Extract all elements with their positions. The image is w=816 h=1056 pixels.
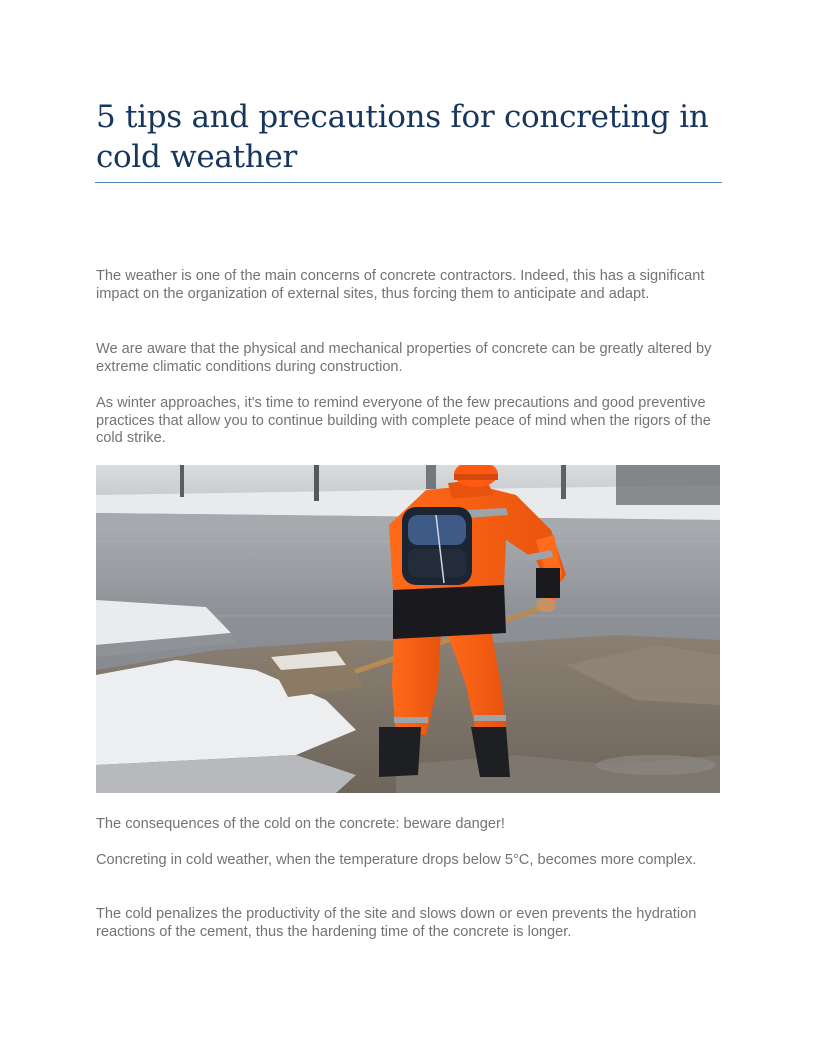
paragraph-hydration-reactions: The cold penalizes the productivity of the site and slows down or even prevents the hydration reactions of the cement, thus the hardening time of the concrete is longer.: [96, 906, 697, 940]
paragraph-winter-approaches: As winter approaches, it's time to remind everyone of the few precautions and good preventive practices that allow you to continue building with complete peace of mind when the rigors of the cold strike.: [96, 395, 711, 446]
page-title: 5 tips and precautions for concreting in cold weather: [96, 99, 709, 175]
paragraph-weather-concerns: The weather is one of the main concerns of concrete contractors. Indeed, this has a significant impact on the organization of external sites, thus forcing them to anticipate and adapt.: [96, 268, 705, 302]
paragraph-temperature-drop: Concreting in cold weather, when the temperature drops below 5°C, becomes more complex.: [96, 852, 697, 868]
paragraph-concrete-properties: We are aware that the physical and mechanical properties of concrete can be greatly altered by extreme climatic conditions during construction.: [96, 341, 712, 375]
paragraph-consequences-heading: The consequences of the cold on the concrete: beware danger!: [96, 816, 505, 832]
title-underline: [95, 182, 722, 183]
worker-shoveling-snow-photo: [96, 465, 720, 793]
